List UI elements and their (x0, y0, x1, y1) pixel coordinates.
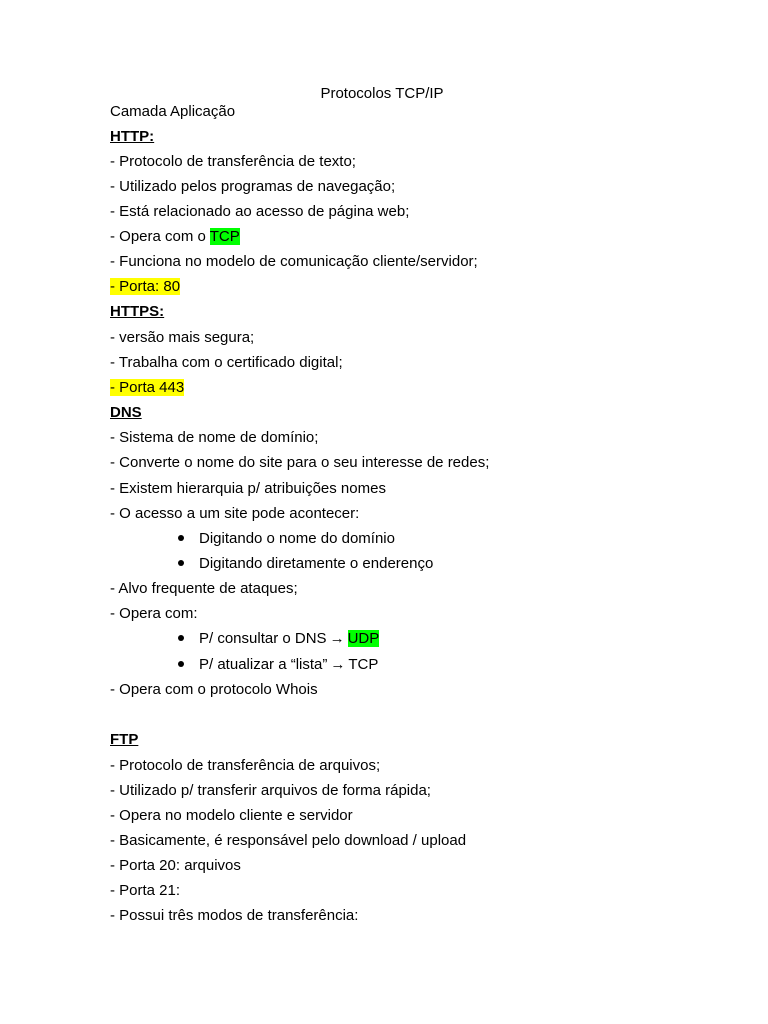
https-item: - Trabalha com o certificado digital; (110, 354, 343, 371)
http-item: - Está relacionado ao acesso de página web; (110, 203, 410, 220)
http-opera-line (110, 227, 240, 247)
http-item: - Protocolo de transferência de texto; (110, 153, 356, 170)
dns-udp-prefix: P/ consultar o DNS (199, 630, 327, 647)
dns-tcp-bullet (178, 655, 378, 675)
https-port: - Porta 443 (110, 379, 185, 396)
dns-item: - Converte o nome do site para o seu interesse de redes; (110, 454, 490, 471)
document-title: Protocolos TCP/IP (320, 85, 444, 102)
dns-tcp-prefix: P/ atualizar a “lista” (199, 656, 328, 673)
http-port: - Porta: 80 (110, 278, 181, 295)
dns-access-bullet-text: Digitando diretamente o enderenço (199, 555, 434, 572)
https-item: - versão mais segura; (110, 329, 255, 346)
ftp-heading: FTP (110, 731, 139, 748)
dns-item: - Sistema de nome de domínio; (110, 429, 319, 446)
dns-udp-highlight: UDP (347, 630, 380, 647)
http-port-line (110, 277, 180, 297)
arrow-right-icon: → (330, 656, 346, 673)
dns-access-bullet-text: Digitando o nome do domínio (199, 530, 395, 547)
ftp-item: - Porta 20: arquivos (110, 857, 241, 874)
dns-heading: DNS (110, 404, 142, 421)
http-model: - Funciona no modelo de comunicação cliente/servidor; (110, 253, 478, 270)
dns-item: - Existem hierarquia p/ atribuições nomes (110, 480, 386, 497)
ftp-item: - Porta 21: (110, 882, 181, 899)
http-item: - Utilizado pelos programas de navegação; (110, 178, 396, 195)
dns-target: - Alvo frequente de ataques; (110, 580, 298, 597)
dns-item: - O acesso a um site pode acontecer: (110, 505, 360, 522)
https-heading: HTTPS: (110, 303, 165, 320)
ftp-item: - Basicamente, é responsável pelo download / upload (110, 832, 467, 849)
dns-access-bullet (178, 554, 433, 574)
https-port-line (110, 378, 184, 398)
ftp-item: - Utilizado p/ transferir arquivos de forma rápida; (110, 782, 431, 799)
ftp-item: - Opera no modelo cliente e servidor (110, 807, 353, 824)
dns-tcp-value: TCP (348, 656, 379, 673)
http-opera-prefix: - Opera com o (110, 228, 210, 245)
bullet-dot (178, 560, 184, 566)
dns-opera-com: - Opera com: (110, 605, 198, 622)
arrow-right-icon: → (329, 630, 345, 647)
dns-udp-bullet (178, 629, 379, 649)
layer-label: Camada Aplicação (110, 103, 236, 120)
ftp-item: - Possui três modos de transferência: (110, 907, 359, 924)
http-heading: HTTP: (110, 128, 155, 145)
bullet-dot (178, 535, 184, 541)
dns-whois: - Opera com o protocolo Whois (110, 681, 318, 698)
ftp-item: - Protocolo de transferência de arquivos; (110, 757, 381, 774)
bullet-dot (178, 661, 184, 667)
bullet-dot (178, 635, 184, 641)
http-tcp-highlight: TCP (209, 228, 240, 245)
dns-access-bullet (178, 529, 395, 549)
